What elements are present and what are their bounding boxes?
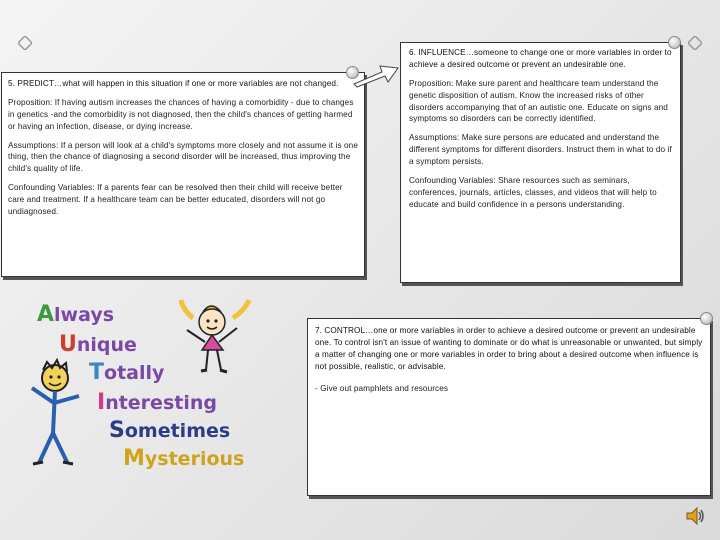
corner-mark-icon xyxy=(688,36,702,50)
girl-figure-icon xyxy=(175,298,257,388)
acronym-rest: nteresting xyxy=(105,392,217,414)
control-body: To control isn't an issue of wanting to dominate or do what is unreasonable or unwanted, but simply a matter of changing one or more variables in order to bring about a desired outcome when influence is not possible, realistic, or advisable. xyxy=(315,337,703,371)
arrow-icon xyxy=(352,58,400,88)
acronym-first-letter: M xyxy=(123,446,145,471)
acronym-first-letter: A xyxy=(37,302,55,327)
corner-mark-icon xyxy=(18,36,32,50)
control-action: - Give out pamphlets and resources xyxy=(315,383,449,393)
boy-figure-icon xyxy=(27,358,97,468)
acronym-line xyxy=(97,390,217,415)
predict-confounding: Confounding Variables: If a parents fear can be resolved then their child will receive better care and treatment. If a healthcare team can be better educated, disorders will not go undiagnosed. xyxy=(8,183,343,217)
acronym-first-letter: U xyxy=(59,332,77,357)
acronym-line xyxy=(123,446,244,471)
control-title xyxy=(315,325,703,373)
acronym-line xyxy=(59,332,137,357)
pushpin-icon xyxy=(700,312,713,325)
influence-proposition: Proposition: Make sure parent and healthcare team understand the genetic disposition of autism. Know the increased risks of other disorders accompanying that of an autistic one. Educate on signs and symptoms so disorders can be correctly identified. xyxy=(409,78,668,124)
acronym-first-letter: T xyxy=(89,360,105,385)
influence-title: 6. INFLUENCE…someone to change one or more variables in order to achieve a desired outcome or prevent an undesirable one. xyxy=(409,48,672,69)
speaker-icon[interactable] xyxy=(684,505,706,527)
acronym-first-letter: S xyxy=(109,418,125,443)
pushpin-icon xyxy=(668,36,681,49)
acronym-rest: ometimes xyxy=(124,420,231,442)
predict-assumptions: Assumptions: If a person will look at a child's symptoms more closely and not assume it is one thing, then the chance of diagnosing a second disorder will be increased, thus improving the child's quality of life. xyxy=(8,140,358,174)
predict-title: 5. PREDICT…what will happen in this situation if one or more variables are not changed. xyxy=(8,79,339,88)
influence-box xyxy=(400,42,681,283)
acronym-rest: otally xyxy=(104,362,165,384)
control-heading: 7. CONTROL…one or more variables in order to achieve a desired outcome or prevent an undesirable one. xyxy=(315,326,696,347)
acronym-line xyxy=(109,418,230,443)
acronym-first-letter: I xyxy=(97,390,106,415)
control-box xyxy=(307,318,711,496)
predict-proposition: Proposition: If having autism increases the chances of having a comorbidity - due to changes in genetics -and the comorbidity is not diagnosed, then the child's chances of getting harmed or having an infection, disease, or dying increase. xyxy=(8,97,354,131)
acronym-illustration xyxy=(27,298,257,476)
influence-confounding: Confounding Variables: Share resources such as seminars, conferences, journals, articles, classes, and videos that will help to educate and build confidence in a persons understanding. xyxy=(409,176,657,209)
acronym-rest: ysterious xyxy=(144,448,245,470)
acronym-rest: nique xyxy=(76,334,137,356)
predict-box xyxy=(1,72,365,277)
acronym-line xyxy=(89,360,164,385)
acronym-line xyxy=(37,302,114,327)
acronym-rest: lways xyxy=(54,304,115,326)
influence-assumptions: Assumptions: Make sure persons are educated and understand the different symptoms for different disorders. Instruct them in what to do if a symptom persists. xyxy=(409,133,672,167)
